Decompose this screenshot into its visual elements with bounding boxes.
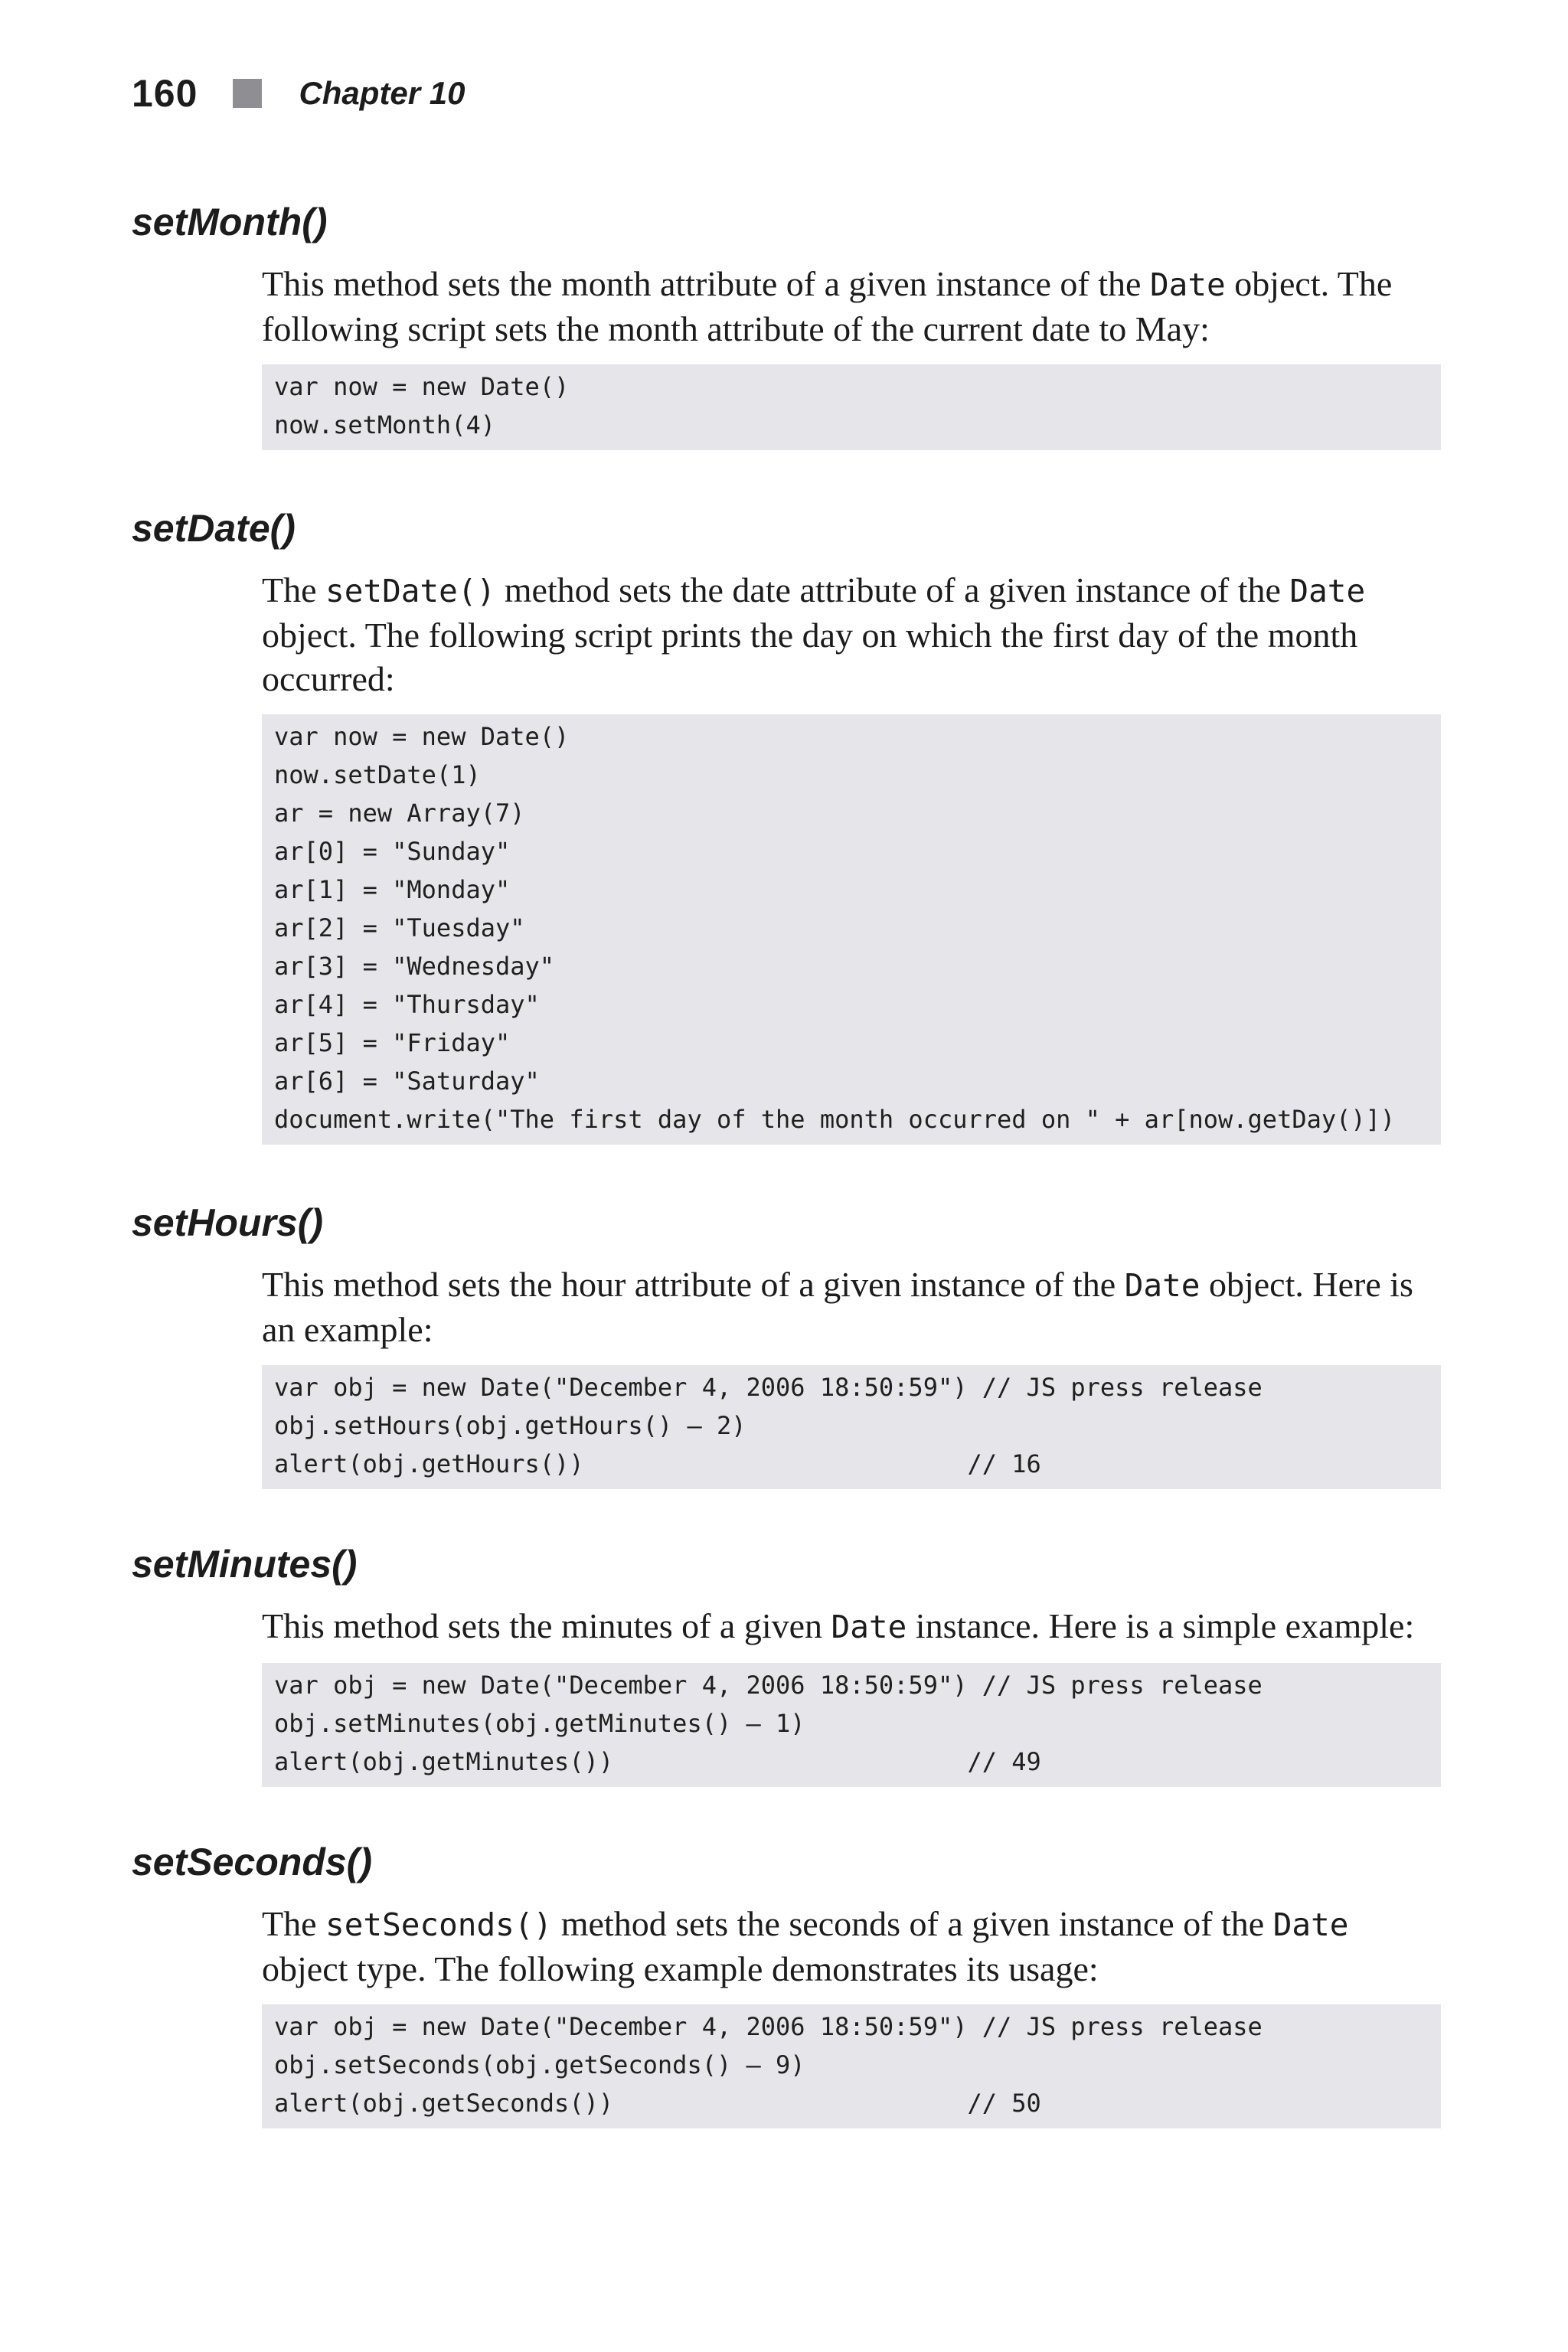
section-setmonth [132, 191, 1441, 450]
code-line: ar[5] = "Friday" [274, 1028, 511, 1057]
paragraph-text: method sets the seconds of a given instance of the [552, 1904, 1273, 1943]
section-title: setDate() [132, 507, 296, 550]
section-title: setMonth() [132, 201, 328, 243]
section-setdate [132, 498, 1441, 1145]
chapter-label: Chapter 10 [299, 75, 466, 111]
paragraph-text: object. The following script sets the month attribute of the current date to May: [262, 264, 1393, 348]
section-title: setHours() [132, 1201, 324, 1244]
code-block [262, 2004, 1441, 2128]
code-line: var now = new Date() [274, 372, 570, 401]
paragraph-text: object. The following script prints the day on which the first day of the month occurred: [262, 616, 1358, 698]
code-line: var obj = new Date("December 4, 2006 18:50:59") // JS press release [274, 1373, 1263, 1402]
paragraph-text: instance. Here is a simple example: [906, 1606, 1415, 1645]
code-block [262, 1663, 1441, 1787]
running-head [132, 63, 466, 124]
inline-code: Date [1289, 573, 1366, 609]
inline-code: Date [1272, 1906, 1349, 1943]
paragraph-text: object type. The following example demonstrates its usage: [262, 1949, 1099, 1988]
section-setseconds [132, 1831, 1441, 2128]
code-line: alert(obj.getSeconds()) // 50 [274, 2089, 1041, 2118]
section-paragraph [262, 262, 1441, 351]
code-block [262, 714, 1441, 1145]
inline-code: Date [1124, 1267, 1200, 1304]
code-block [262, 364, 1441, 450]
code-line: alert(obj.getHours()) // 16 [274, 1449, 1041, 1478]
inline-code: Date [1149, 266, 1226, 303]
code-line: now.setMonth(4) [274, 410, 495, 439]
section-paragraph [262, 1263, 1441, 1351]
paragraph-text: This method sets the month attribute of a given instance of the [262, 264, 1150, 303]
inline-code: Date [831, 1609, 907, 1645]
paragraph-text: method sets the date attribute of a given instance of the [495, 570, 1290, 609]
code-line: document.write("The first day of the month occurred on " + ar[now.getDay()]) [274, 1105, 1396, 1134]
section-body [262, 1902, 1441, 2128]
code-line: ar[3] = "Wednesday" [274, 952, 555, 981]
code-line: ar[4] = "Thursday" [274, 990, 540, 1019]
code-line: ar[6] = "Saturday" [274, 1067, 540, 1096]
page-content [132, 191, 1441, 2128]
section-setminutes [132, 1534, 1441, 1787]
code-line: ar = new Array(7) [274, 799, 525, 828]
code-line: ar[0] = "Sunday" [274, 837, 511, 866]
section-body [262, 1263, 1441, 1489]
paragraph-text: object. Here is an example: [262, 1265, 1413, 1349]
code-line: obj.setMinutes(obj.getMinutes() – 1) [274, 1709, 805, 1738]
code-line: alert(obj.getMinutes()) // 49 [274, 1747, 1041, 1776]
code-line: obj.setHours(obj.getHours() – 2) [274, 1411, 746, 1440]
section-paragraph [262, 568, 1441, 701]
code-line: obj.setSeconds(obj.getSeconds() – 9) [274, 2050, 805, 2079]
code-line: var obj = new Date("December 4, 2006 18:50:59") // JS press release [274, 1671, 1263, 1700]
paragraph-text: The [262, 570, 326, 609]
section-paragraph [262, 1604, 1441, 1649]
section-body [262, 1604, 1441, 1787]
code-line: ar[1] = "Monday" [274, 875, 511, 904]
section-title: setSeconds() [132, 1841, 372, 1883]
section-title: setMinutes() [132, 1543, 358, 1586]
code-block [262, 1365, 1441, 1489]
section-body [262, 262, 1441, 450]
paragraph-text: The [262, 1904, 326, 1943]
section-sethours [132, 1192, 1441, 1489]
code-line: var now = new Date() [274, 722, 570, 751]
code-line: ar[2] = "Tuesday" [274, 913, 525, 942]
section-paragraph [262, 1902, 1441, 1991]
page-number: 160 [132, 72, 198, 115]
code-line: var obj = new Date("December 4, 2006 18:50:59") // JS press release [274, 2012, 1263, 2041]
inline-code: setDate() [325, 573, 496, 609]
code-line: now.setDate(1) [274, 760, 481, 789]
section-body [262, 568, 1441, 1145]
square-bullet-icon [233, 79, 262, 108]
inline-code: setSeconds() [325, 1906, 553, 1943]
paragraph-text: This method sets the minutes of a given [262, 1606, 831, 1645]
paragraph-text: This method sets the hour attribute of a given instance of the [262, 1265, 1125, 1304]
